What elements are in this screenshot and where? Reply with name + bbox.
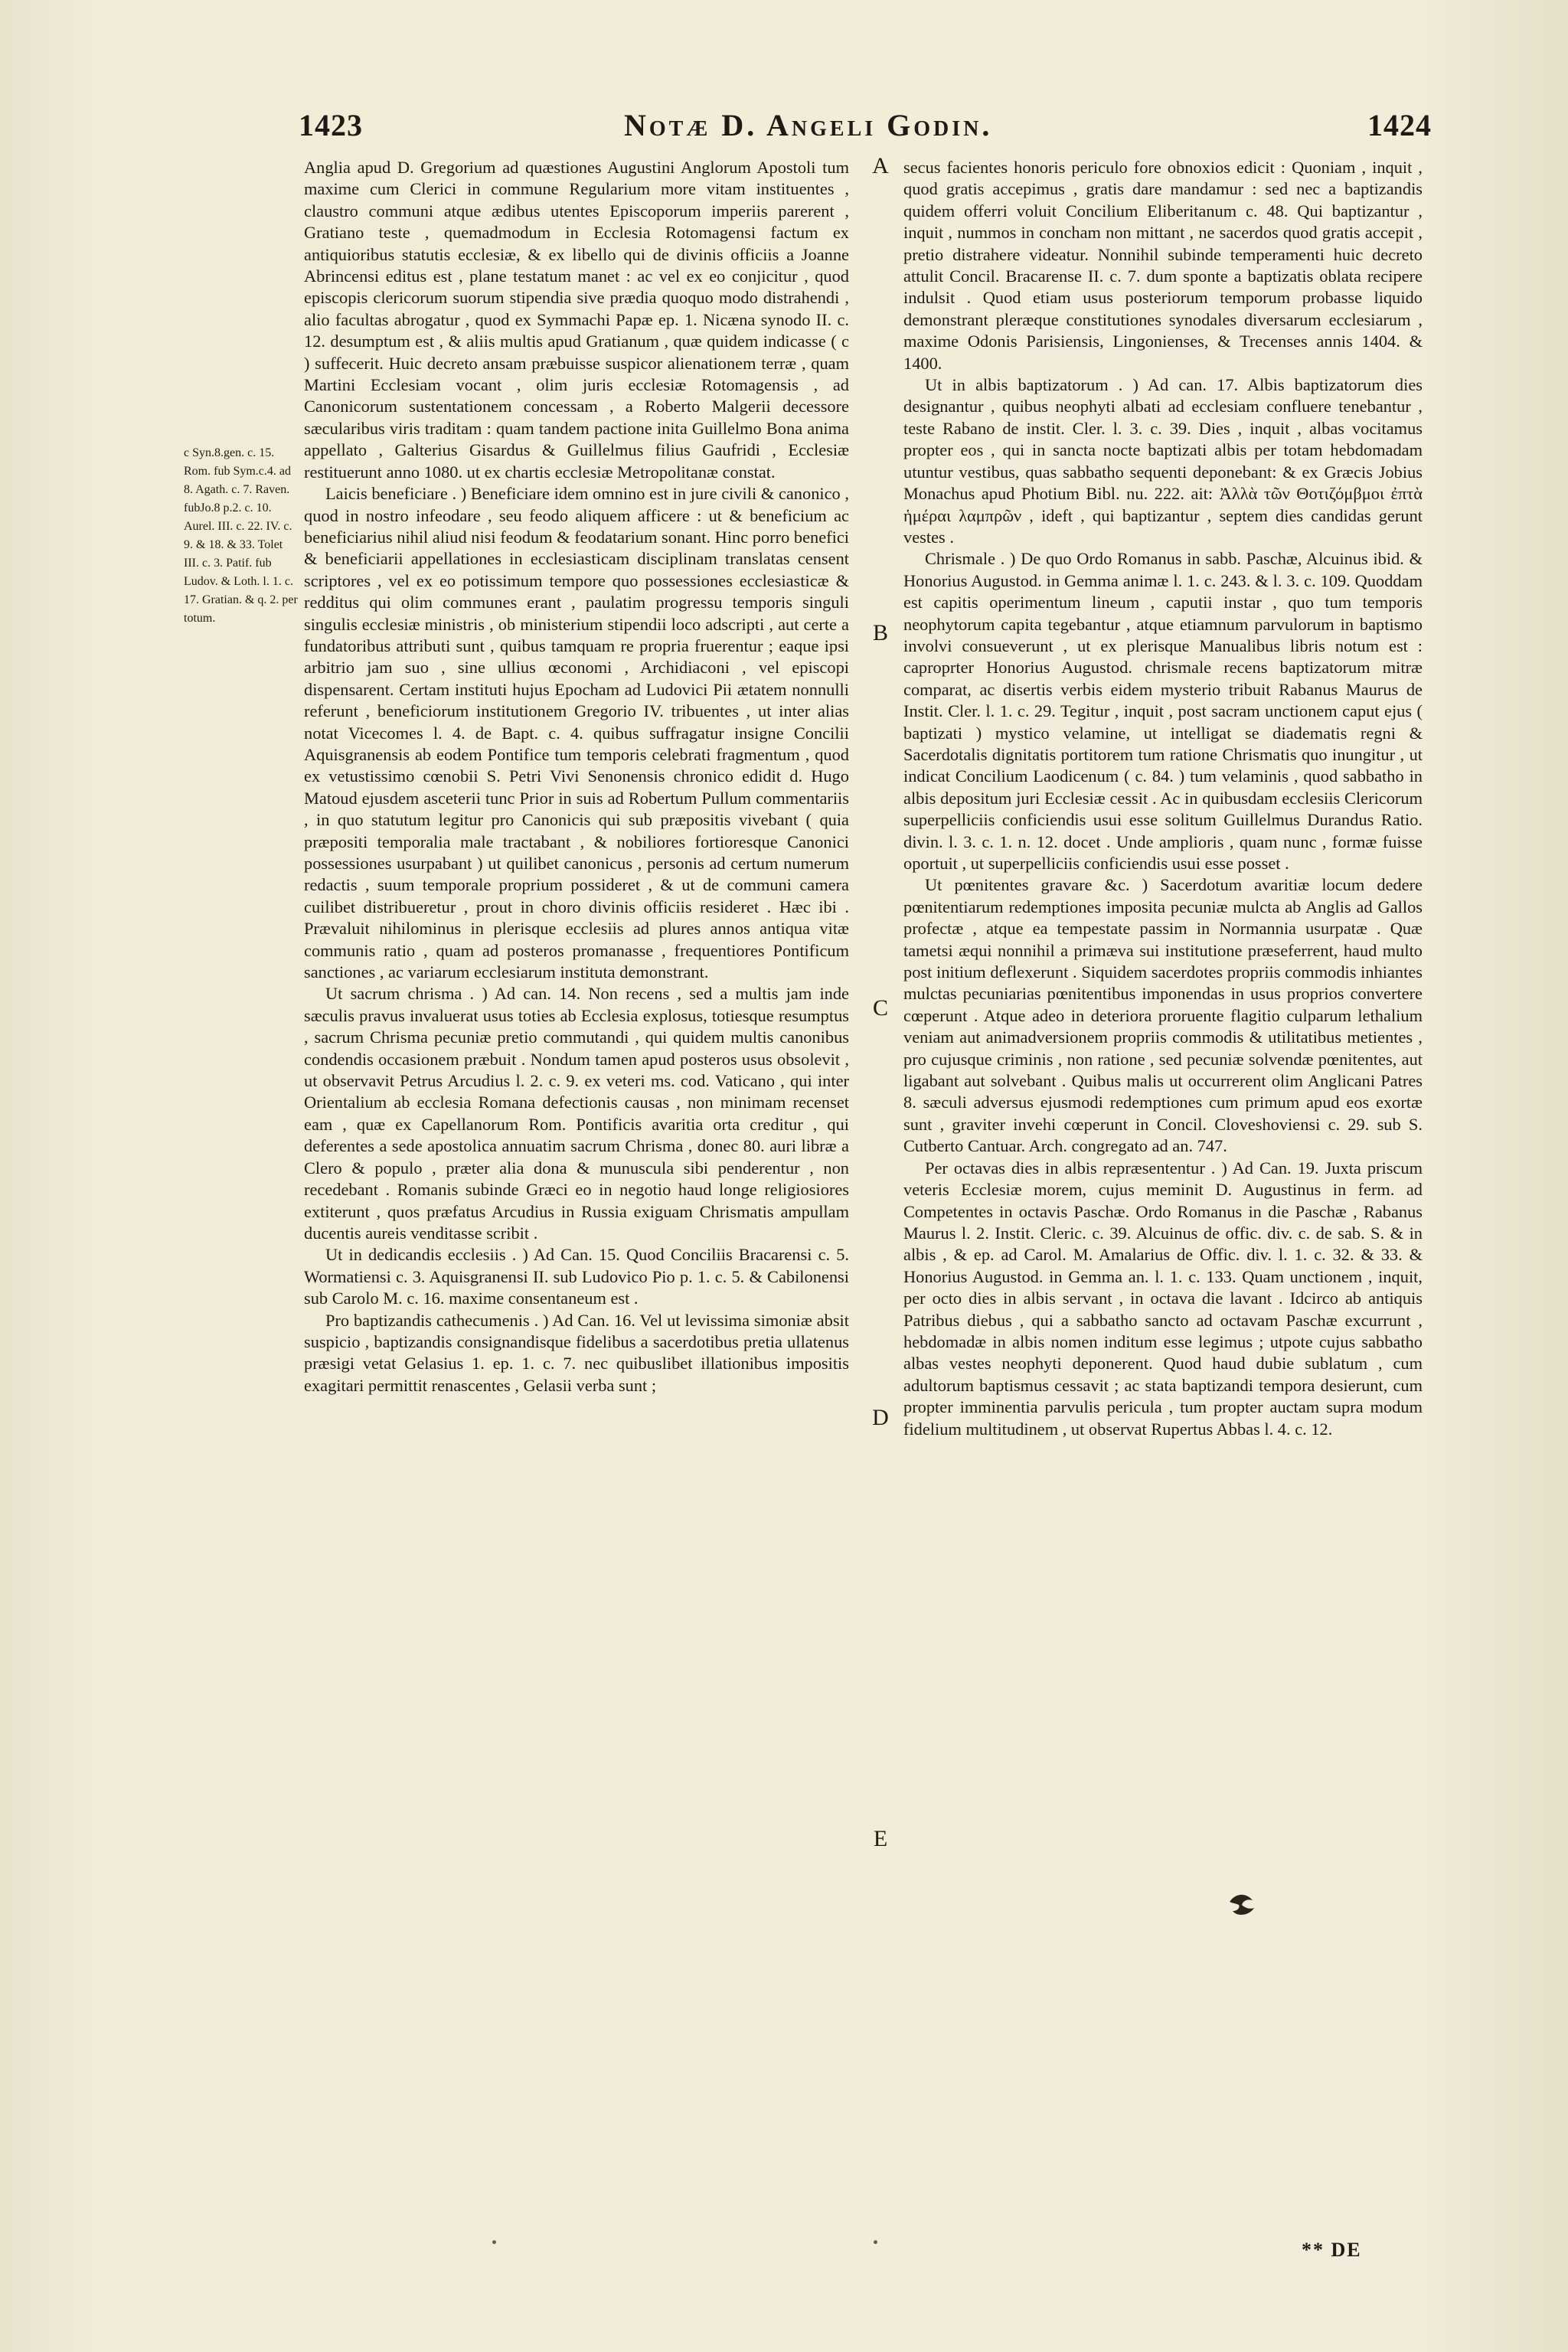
left-paragraph-3: Ut sacrum chrisma . ) Ad can. 14. Non recens , sed a multis jam inde sæculis pravus invaluerat usus toties ab Ecclesia explosus, totiesque resumptus , sacrum Chrisma pecuniæ pretio commutandi , qui quidem multis canonibus condendis occasionem præbuit . Nondum tamen apud posteros usus obsolevit , ut observavit Petrus Arcudius l. 2. c. 9. ex veteri ms. cod. Vaticano , qui inter Orientalium ab ecclesia Romana defectionis causas , non minimam recenset eam , quæ ex Capellanorum Rom. Pontificis avaritia orta creditur , qui deferentes a sede apostolica annuatim sacrum Chrisma , donec 80. auri libræ a Clero & populo , præter alia dona & munuscula sibi penderentur , non recedebant . Romanis subinde Græci eo in negotio haud longe religiosiores extiterunt , quos præfatus Arcudius in Russia exiguam Chrismatis ampullam ducentis aureis venditasse scribit . [304,984,849,1243]
catchword: ** DE [1302,2239,1362,2261]
section-letter-e: E [873,1826,888,1851]
section-letter-b: B [872,620,888,645]
page-header [299,107,1432,153]
left-paragraph-2: Laicis beneficiare . ) Beneficiare idem omnino est in jure civili & canonico , quod in nostro infeodare , seu feodo aliquem afficere : ut & beneficium ac beneficiarius nihil aliud nisi feodum & feodatarium sonant. Hinc porro benefici & beneficiarii appellationes in ecclesiasticam disciplinam translatas censent scriptores , vel ex eo potissimum tempore quo possessiones ecclesiasticæ & redditus qui olim communes erant , paulatim progressu temporis singuli singulis ecclesiæ ministris , ob ministerium stipendii loco adscripti , aut certe a fundatoribus attributi sunt , quibus tamquam re propria fruerentur ; eaque ipsi arbitrio jam suo , sine ullius œconomi , Archidiaconi , vel episcopi dispensarent. Certam instituti hujus Epocham ad Ludovici Pii ætatem nonnulli referunt , beneficiorum institutionem Gregorio IV. tribuentes , ut inter alias notat Vicecomes l. 4. de Bapt. c. 4. quibus suffragatur insigne Concilii Aquisgranensis ab eodem Pontifice tum temporis celebrati fragmentum , quod ex vetustissimo cœnobii S. Petri Vivi Senonensis chronico edidit d. Hugo Matoud ejusdem asceterii tunc Prior in suis ad Robertum Pullum commentariis , in quo statutum legitur pro Canonicis qui sub præpositis vivebant ( quia præpositi temporalia male tractabant , & nobiliores fortioresque Canonici possessiones usurpabant ) ut quilibet canonicus , personis ad certum numerum redactis , suum temporale proprium possideret , & ut de communi camera cuilibet distribueretur , prout in choro divinis officiis resideret . Hæc ibi . Prævaluit nihilominus in plerisque ecclesiis ad plures annos antiqua vitæ communis ratio , quam ad posteros promanasse , frequentiores Pontificum sanctiones , ac variarum ecclesiarum instituta demonstrant. [304,484,849,982]
section-letter-d: D [872,1405,889,1430]
running-title: Notæ D. Angeli Godin. [624,108,993,142]
press-mark-dot [492,2240,496,2244]
section-letter-c: C [872,995,888,1021]
fleuron-ornament-icon [1227,1891,1257,1919]
right-paragraph-3: Chrismale . ) De quo Ordo Romanus in sabb. Paschæ, Alcuinus ibid. & Honorius Augustod. in Gemma animæ l. 1. c. 243. & l. 3. c. 109. Quoddam est capitis operimentum lineum , caputii instar , quo tum temporis neophytorum capita tegebantur , atque etiamnum parvulorum in baptismo involvi consueverunt , ut ex plerisque Manualibus libris notum est : caproprter Honorius Augustod. chrismale recens baptizatorum mitræ comparat, ac disertis verbis eidem mysterio tribuit Rabanus Maurus de Instit. Cler. l. 1. c. 29. Tegitur , inquit , post sacram unctionem caput ejus ( baptizati ) mystico velamine, ut intelligat se diadematis regni & Sacerdotalis dignitatis portitorem tum ratione Chrismatis quo inungitur , ut indicat Concilium Laodicenum ( c. 84. ) tum velaminis , quod sabbatho in albis depositum juri Ecclesiæ cessit . Ac in quibusdam ecclesiis Clericorum superpelliciis conficiendis usui esse solitum Guillelmus Durandus Ratio. divin. l. 3. c. 1. n. 12. docet . Unde amplioris , quam nunc , formæ fuisse oportuit , ut superpelliciis conficiendis usui esse posset . [903,549,1423,873]
section-letter-a: A [872,153,889,178]
press-mark-dot [874,2240,877,2244]
right-column [903,157,1423,1918]
margin-note-text: c Syn.8.gen. c. 15. Rom. fub Sym.c.4. ad 8. Agath. c. 7. Raven. fubJo.8 p.2. c. 10. Aurel. III. c. 22. IV. c. 9. & 18. & 33. Tolet III. c. 3. Patif. fub Ludov. & Loth. l. 1. c. 17. Gratian. & q. 2. per totum. [184,446,298,625]
margin-citation-note [184,444,299,628]
page-number-right: 1424 [1367,108,1432,142]
right-paragraph-1: secus facientes honoris periculo fore obnoxios edicit : Quoniam , inquit , quod gratis accepimus , gratis dare mandamur : sed nec a baptizandis quidem offerri voluit Concilium Eliberitanum c. 48. Qui baptizantur , inquit , nummos in concham non mittant , ne sacerdos quod gratis accepit , pretio distrahere videatur. Nonnihil subinde temperamenti huic decreto attulit Concil. Bracarense II. c. 7. dum sponte a baptizatis oblata recipere indulsit . Quod etiam usus posteriorum temporum probasse liquido demonstrant pleræque constitutiones synodales diversarum ecclesiarum , maxime Odonis Parisiensis, Lingonienses, & Trecenses annis 1404. & 1400. [903,158,1423,373]
right-paragraph-5: Per octavas dies in albis repræsententur . ) Ad Can. 19. Juxta priscum veteris Ecclesiæ morem, cujus meminit D. Augustinus in ferm. ad Competentes in octavis Paschæ. Ordo Romanus in die Paschæ , Rabanus Maurus l. 2. Instit. Cleric. c. 39. Alcuinus de offic. div. c. de sab. S. & in albis , & ep. ad Carol. M. Amalarius de Offic. div. l. 1. c. 32. & 33. & Honorius Augustod. in Gemma an. l. 1. c. 133. Quam unctionem , inquit, per octo dies in albis servant , in octava die lavant . Idcirco ab antiquis Patribus diebus , qui a sabbatho sancto ad octavam Paschæ excurrunt , hebdomadæ in albis nomen inditum esse legimus ; utpote cujus sabbatho albas vestes neophyti deponerent. Quod haud dubie sublatum , cum adultorum baptismus cessavit ; ac stata baptizandi tempora desierunt, cum propter imminentia parvulis pericula , tum propter auctam supra modum fidelium multitudinem , ut observat Rupertus Abbas l. 4. c. 12. [903,1158,1423,1439]
left-paragraph-5: Pro baptizandis cathecumenis . ) Ad Can. 16. Vel ut levissima simoniæ absit suspicio , baptizandis consignandisque fidelibus a sacerdotibus pretia ullatenus præsigi vetat Gelasius 1. ep. 1. c. 7. nec quibuslibet illationibus impositis exagitari permittit renascentes , Gelasii verba sunt ; [304,1310,849,1395]
left-paragraph-4: Ut in dedicandis ecclesiis . ) Ad Can. 15. Quod Conciliis Bracarensi c. 5. Wormatiensi c. 3. Aquisgranensi II. sub Ludovico Pio p. 1. c. 5. & Cabilonensi sub Carolo M. c. 16. maxime consentaneum est . [304,1245,849,1308]
left-column [304,157,849,1918]
page-number-left: 1423 [299,108,363,142]
right-paragraph-4: Ut pœnitentes gravare &c. ) Sacerdotum avaritiæ locum dedere pœnitentiarum redemptiones imposita pecuniæ mulcta ab Anglis ad Gallos profectæ , atque ea tempestate passim in Normannia usurpatæ . Quæ tametsi æqui nonnihil a primæva sui institutione præseferrent, haud multo post initium deflexerunt . Siquidem sacerdotes propriis commodis inhiantes mulctas pecuniarias pœnitentibus imponendas in usus proprios convertere cœperunt . Atque adeo in deteriora proruente flagitio culparum lethalium veniam aut animadversionem propriis commodis & utilitatibus metientes , pro cujusque criminis , non ratione , sed pecuniæ solvendæ pœnitentes, aut ligabant aut solvebant . Quibus malis ut occurrerent olim Anglicani Patres 8. sæculi adversus ejusmodi redemptiones cum primum apud eos exortæ sunt , graviter invehi cœperunt in Concil. Cloveshoviensi c. 29. sub S. Cutberto Cantuar. Arch. congregato ad an. 747. [903,875,1423,1156]
left-paragraph-1: Anglia apud D. Gregorium ad quæstiones Augustini Anglorum Apostoli tum maxime cum Clerici in commune Regularium more vitam instituentes , claustro communi atque ædibus utentes Episcoporum imperiis parerent , Gratiano teste , quemadmodum in Ecclesia Rotomagensi factum ex antiquioribus statutis ecclesiæ, & ex libello qui de divinis officiis a Joanne Abrincensi editus est , plane testatum manet : ac vel ex eo conjicitur , quod episcopis clericorum suorum stipendia sive prædia quoquo modo distrahendi , alio facultas abrogatur , quod ex Symmachi Papæ ep. 1. Nicæna synodo II. c. 12. desumptum est , & aliis multis apud Gratianum , quæ quidem indicasse ( c ) suffecerit. Huic decreto ansam præbuisse suspicor alienationem terræ , quam Martini Ecclesiam vocant , olim juris ecclesiæ Rotomagensis , ad Canonicorum sustentationem concessam , a Roberto Malgerii decessore sæcularibus viris traditam : quam tandem pactione inita Guillelmo Bona anima appellato , Galterius Gisardus & Guillelmus filius Gaufridi , Ecclesiæ restituerunt anno 1080. ut ex chartis ecclesiæ Metropolitanæ constat. [304,158,849,482]
right-paragraph-2: Ut in albis baptizatorum . ) Ad can. 17. Albis baptizatorum dies designantur , quibus neophyti albati ad ecclesiam confluere tenebantur , teste Rabano de instit. Cler. l. 3. c. 39. Dies , inquit , albas vocitamus propter eos , qui in sancta nocte baptizati albis per totam hebdomadam utuntur vestibus, quas sabbatho sequenti deponebant: & ex Græcis Jobius Monachus apud Photium Bibl. nu. 222. ait: Ἀλλὰ τῶν Θοτιζόμβμοι ἐπτὰ ἡμέραι λαμπρῶν , ideft , qui baptizantur , septem dies candidas gerunt vestes . [903,375,1423,547]
